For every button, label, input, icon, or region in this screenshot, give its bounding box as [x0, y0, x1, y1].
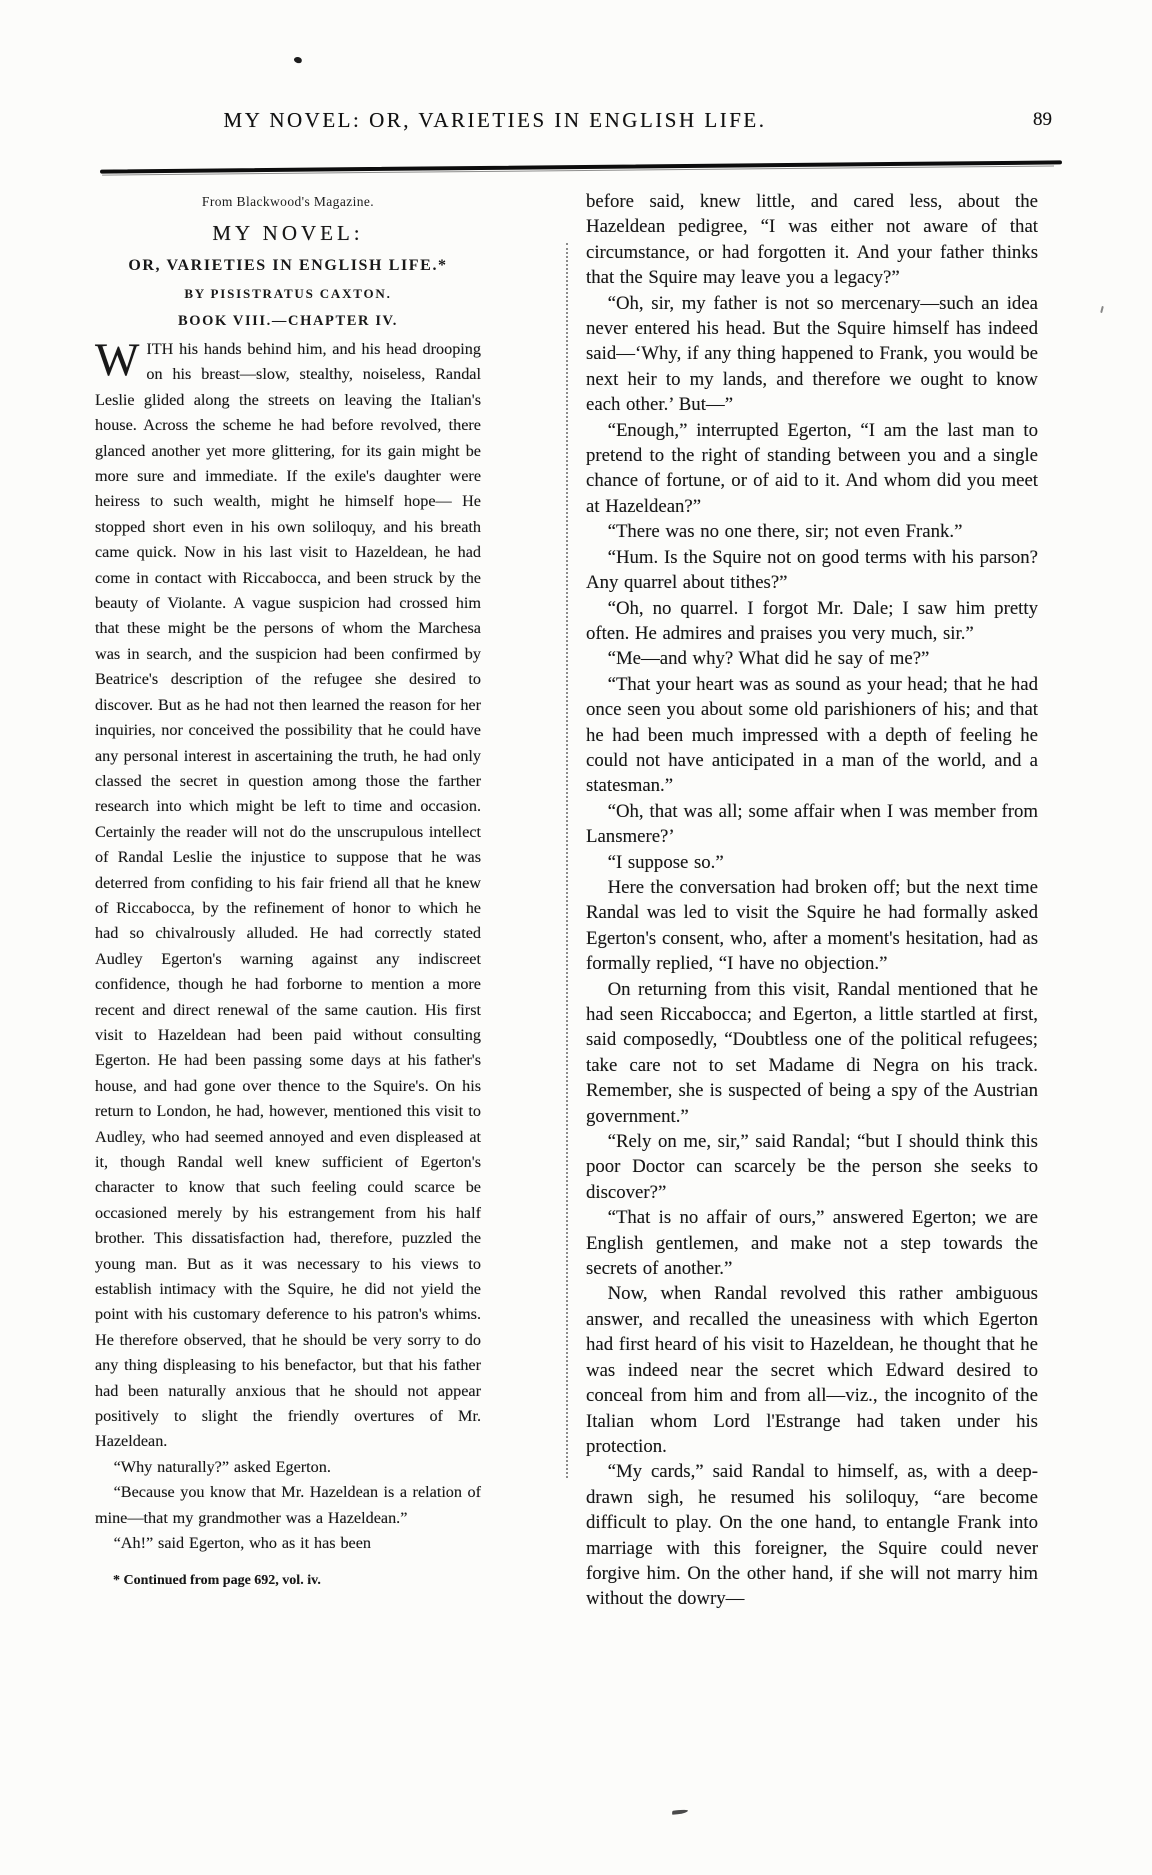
paragraph: Now, when Randal revolved this rather ambiguous answer, and recalled the uneasiness with which Egerton had first heard of his visit to Hazeldean, he thought that he was indeed near the secret which Edward desired to conceal from him and from all—viz., the incognito of the Italian whom Lord l'Estrange had taken under his protection.	[586, 1283, 1038, 1457]
paragraph: “Enough,” interrupted Egerton, “I am the last man to pretend to the right of standing between you and a single chance of fortune, or of aid to it. And whom did you meet at Hazeldean?”	[586, 419, 1038, 517]
byline: BY PISISTRATUS CAXTON.	[184, 286, 392, 301]
right-column-text	[586, 189, 1038, 1612]
paragraph: “Hum. Is the Squire not on good terms with his parson? Any quarrel about tithes?”	[586, 546, 1038, 594]
paragraph: Here the conversation had broken off; but the next time Randal was led to visit the Squire he had formally asked Egerton's consent, who, after a moment's hesitation, had as formally replied, “I have no objection.”	[586, 876, 1038, 975]
paragraph: “That your heart was as sound as your head; that he had once seen you about some old parishioners of his; and that he had been much impressed with a depth of feeling he could not have anticipated in a man of the world, and a statesman.”	[586, 673, 1038, 797]
paragraph: “Oh, that was all; some affair when I was member from Lansmere?’	[586, 800, 1038, 848]
article-subtitle: OR, VARIETIES IN ENGLISH LIFE.*	[128, 257, 448, 274]
source-line: From Blackwood's Magazine.	[201, 194, 375, 209]
paragraph: “Oh, no quarrel. I forgot Mr. Dale; I saw him pretty often. He admires and praises you very much, sir.”	[586, 597, 1038, 644]
header-rule	[100, 160, 1062, 173]
ink-speck	[1100, 306, 1104, 313]
paragraph: “That is no affair of ours,” answered Egerton; we are English gentlemen, and make not a step towards the secrets of another.”	[586, 1207, 1038, 1280]
left-column	[95, 190, 481, 1589]
paragraph: “Because you know that Mr. Hazeldean is a relation of mine—that my grandmother was a Hazeldean.”	[95, 1483, 481, 1527]
paragraph: “I suppose so.”	[607, 851, 724, 873]
article-title: MY NOVEL:	[212, 221, 364, 245]
ink-speck	[293, 56, 303, 65]
paragraph: WITH his hands behind him, and his head drooping on his breast—slow, stealthy, noiseless, Randal Leslie glided along the streets on leaving the Italian's house. Across the scheme he had before revolved, there glanced another yet more glittering, for its gain might be more sure and immediate. If the exile's daughter were heiress to such wealth, might he himself hope— He stopped short even in his own soliloquy, and his breath came quick. Now in his last visit to Hazeldean, he had come in contact with Riccabocca, and been struck by the beauty of Violante. A vague suspicion had crossed him that these might be the persons of whom the Marchesa was in search, and the suspicion had been confirmed by Beatrice's description of the refugee she desired to discover. But as he had not then learned the reason for her inquiries, nor conceived the possibility that he could have any personal interest in ascertaining the truth, he had only classed the secret in question among those the farther research into which might be left to time and occasion. Certainly the reader will not do the unscrupulous intellect of Randal Leslie the injustice to suppose that he was deterred from confiding to his fair friend all that he knew of Riccabocca, by the refinement of honor to which he had so chivalrously alluded. He had correctly stated Audley Egerton's warning against any indiscreet confidence, though he had forborne to mention a more recent and direct renewal of the same caution. His first visit to Hazeldean had been paid without consulting Egerton. He had been passing some days at his father's house, and had gone over thence to the Squire's. On his return to London, he had, however, mentioned this visit to Audley, who had seemed annoyed and even displeased at it, though Randal well knew sufficient of Egerton's character to know that such feeling could scarce be occasioned merely by his estrangement from his half brother. This dissatisfaction had, therefore, puzzled the young man. But as it was necessary to his views to establish intimacy with the Squire, he did not yield the point with his customary deference to his patron's whims. He therefore observed, that he should be very sorry to do any thing displeasing to his benefactor, but that his father had been naturally anxious that he should not appear positively to slight the friendly overtures of Mr. Hazeldean.	[95, 334, 481, 1451]
paragraph: “Oh, sir, my father is not so mercenary—such an idea never entered his head. But the Squire himself has indeed said—‘Why, if any thing happened to Frank, you would be next heir to my lands, and therefore we ought to know each other.’ But—”	[586, 292, 1038, 416]
paragraph: “Rely on me, sir,” said Randal; “but I should think this poor Doctor can scarcely be the person she seeks to discover?”	[586, 1131, 1038, 1203]
left-column-text	[95, 334, 481, 1557]
paragraph: On returning from this visit, Randal mentioned that he had seen Riccabocca; and Egerton, a little startled at first, said composedly, “Doubtless one of the political refugees; take care not to set Madame di Negra on his track. Remember, she is suspected of being a spy of the Austrian government.”	[586, 978, 1038, 1127]
paragraph: “Ah!” said Egerton, who as it has been	[113, 1534, 372, 1553]
paragraph: “My cards,” said Randal to himself, as, with a deep-drawn sigh, he resumed his soliloquy, “are become difficult to play. On the one hand, to entangle Frank into marriage with this foreigner, the Squire could never forgive him. On the other hand, if she will not marry him without the dowry—	[586, 1461, 1038, 1610]
ink-speck	[672, 1809, 688, 1815]
column-divider	[566, 243, 568, 1478]
paragraph: “Me—and why? What did he say of me?”	[607, 648, 930, 670]
right-column	[586, 189, 1038, 1612]
paragraph: “There was no one there, sir; not even Frank.”	[607, 521, 963, 543]
running-header-title: MY NOVEL: OR, VARIETIES IN ENGLISH LIFE.	[223, 108, 767, 132]
paragraph: before said, knew little, and cared less, about the Hazeldean pedigree, “I was either not aware of that circumstance, or had forgotten it. And your father thinks that the Squire may leave you a legacy?”	[586, 191, 1038, 289]
page-number: 89	[1033, 109, 1052, 130]
chapter-heading: BOOK VIII.—CHAPTER IV.	[178, 313, 398, 329]
footnote: * Continued from page 692, vol. iv.	[113, 1572, 321, 1588]
paragraph: “Why naturally?” asked Egerton.	[113, 1457, 331, 1476]
running-header	[95, 108, 1062, 142]
drop-cap: W	[95, 334, 140, 386]
